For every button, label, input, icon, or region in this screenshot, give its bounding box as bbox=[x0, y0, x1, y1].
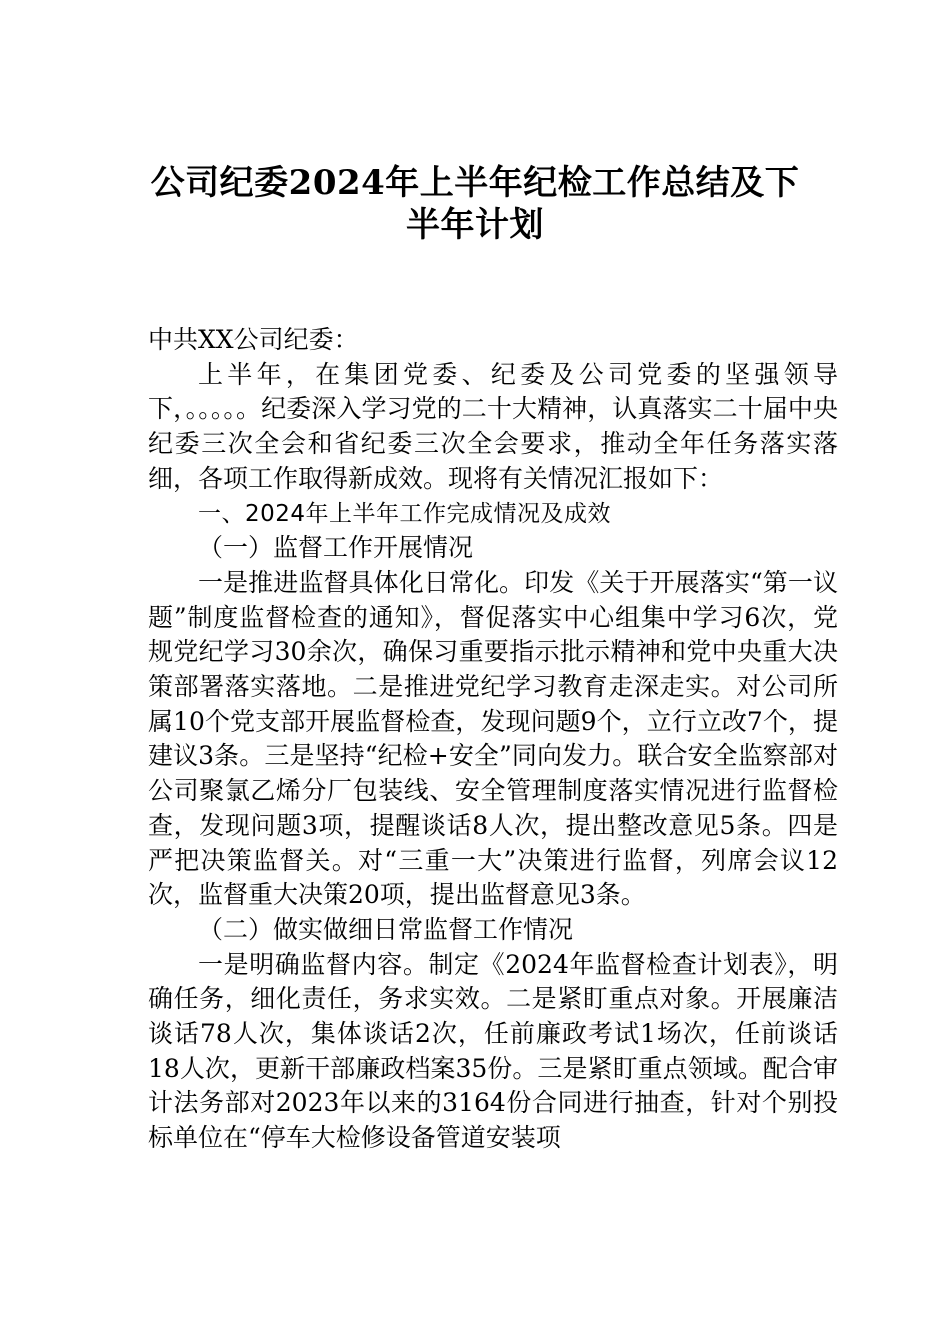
salutation: 中共XX公司纪委： bbox=[148, 325, 359, 354]
subsection1-paragraph: 一是推进监督具体化日常化。印发《关于开展落实“第一议题”制度监督检查的通知》，督促落实中心组集中学习6次，党规党纪学习30余次，确保习重要指示批示精神和党中央重大决策部署落实落地。二是推进党纪学习教育走深走实。对公司所属10个党支部开展监督检查，发现问题9个，立行立改7个，提建议3条。三是坚持“纪检+安全”同向发力。联合安全监察部对公司聚氯乙烯分厂包装线、安全管理制度落实情况进行监督检查，发现问题3项，提醒谈话8人次，提出整改意见5条。四是严把决策监督关。对“三重一大”决策进行监督，列席会议12次，监督重大决策20项，提出监督意见3条。 bbox=[148, 567, 838, 910]
intro-paragraph: 上半年，在集团党委、纪委及公司党委的坚强领导下，。。。。。纪委深入学习党的二十大精神，认真落实二十届中央纪委三次全会和省纪委三次全会要求，推动全年任务落实落细，各项工作取得新成效。现将有关情况汇报如下： bbox=[148, 359, 838, 493]
document-title-line2: 半年计划 bbox=[406, 205, 544, 245]
document-body bbox=[148, 323, 838, 1156]
subsection2-paragraph: 一是明确监督内容。制定《2024年监督检查计划表》，明确任务，细化责任，务求实效。二是紧盯重点对象。开展廉洁谈话78人次，集体谈话2次，任前廉政考试1场次，任前谈话18人次，更新干部廉政档案35份。三是紧盯重点领域。配合审计法务部对2023年以来的3164份合同进行抽查，针对个别投标单位在“停车大检修设备管道安装项 bbox=[148, 949, 838, 1153]
subsection1-heading: （一）监督工作开展情况 bbox=[198, 533, 474, 563]
subsection2-heading: （二）做实做细日常监督工作情况 bbox=[198, 914, 574, 944]
section1-heading: 一、2024年上半年工作完成情况及成效 bbox=[198, 500, 612, 527]
document-title-line1: 公司纪委2024年上半年纪检工作总结及下 bbox=[150, 163, 800, 203]
